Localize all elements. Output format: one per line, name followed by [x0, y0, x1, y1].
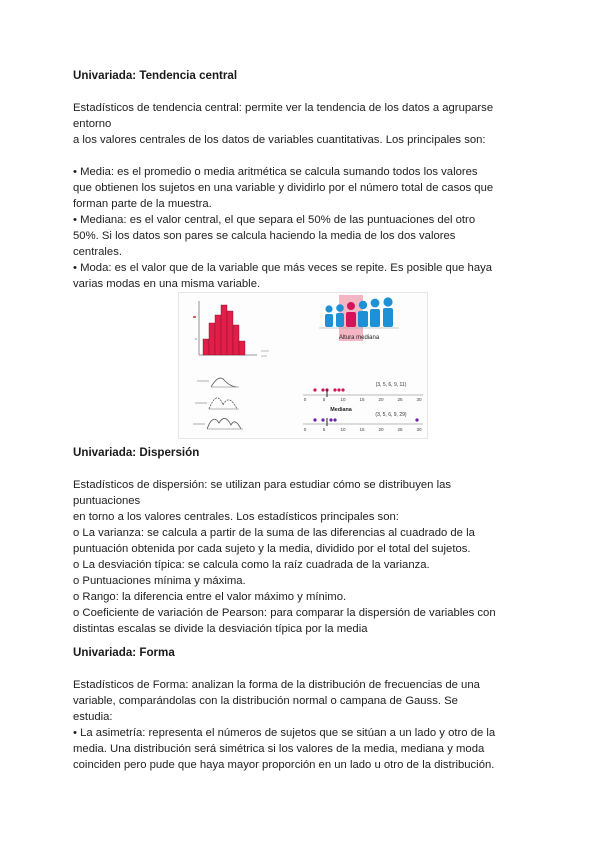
bullet-moda — [73, 260, 533, 292]
text-line: distintas escalas se divide la desviación típica por la media — [73, 623, 368, 635]
bullet-asimetria — [73, 725, 533, 773]
axis-tick-top: 15 — [359, 397, 365, 402]
text-line: estudia: — [73, 711, 113, 723]
axis-tick-top: 20 — [378, 397, 384, 402]
text-line: entorno — [73, 118, 112, 130]
item-coeficiente — [73, 605, 533, 637]
text-line: puntuación obtenida por cada sujeto y la media, dividido por el total del sujetos. — [73, 543, 471, 555]
heading-tendencia-central: Univariada: Tendencia central — [73, 69, 238, 82]
axis-tick-bottom: 5 — [322, 427, 326, 432]
item-minmax: o Puntuaciones mínima y máxima. — [73, 575, 246, 587]
text-line: Estadísticos de tendencia central: permite ver la tendencia de los datos a agruparse — [73, 102, 494, 114]
central-tendency-figure — [178, 292, 428, 439]
axis-tick-bottom: 30 — [416, 427, 422, 432]
people-heights — [319, 295, 399, 341]
text-line: en torno a los valores centrales. Los estadísticos principales son: — [73, 511, 399, 523]
figure-illustration — [179, 293, 427, 438]
text-line: forman parte de la muestra. — [73, 198, 212, 210]
text-line: o La varianza: se calcula a partir de la suma de las diferencias al cuadrado de la — [73, 527, 475, 539]
median-label: Mediana — [330, 407, 352, 413]
text-line: Estadísticos de dispersión: se utilizan para estudiar cómo se distribuyen las — [73, 479, 452, 491]
text-line: media. Una distribución será simétrica si los valores de la media, mediana y moda — [73, 743, 485, 755]
axis-tick-bottom: 10 — [340, 427, 346, 432]
heading-forma: Univariada: Forma — [73, 646, 175, 659]
set-bottom-label: (3, 5, 6, 9, 29) — [375, 412, 407, 418]
text-line: • Media: es el promedio o media aritmética se calcula sumando todos los valores — [73, 166, 478, 178]
text-line: coinciden pero pude que haya mayor proporción en un lado u otro de la distribución. — [73, 759, 495, 771]
axis-tick-top: 25 — [397, 397, 403, 402]
document-page — [73, 68, 533, 773]
paragraph-dispersion-intro — [73, 477, 533, 525]
people-label: Altura mediana — [338, 335, 380, 341]
axis-tick-top: 0 — [303, 397, 307, 402]
paragraph-forma-intro — [73, 677, 533, 725]
text-line: que obtienen los sujetos en una variable y dividirlo por el número total de casos que — [73, 182, 494, 194]
axis-tick-bottom: 25 — [397, 427, 403, 432]
text-line: varias modas en una misma variable. — [73, 278, 261, 290]
text-line: variable, comparándolas con la distribución normal o campana de Gauss. Se — [73, 695, 458, 707]
text-line: centrales. — [73, 246, 122, 258]
paragraph-central-intro — [73, 100, 533, 148]
text-line: 50%. Si los datos son pares se calcula haciendo la media de los dos valores — [73, 230, 456, 242]
text-line: a los valores centrales de los datos de variables cuantitativas. Los principales son: — [73, 134, 486, 146]
text-line: puntuaciones — [73, 495, 141, 507]
text-line: • La asimetría: representa el números de sujetos que se sitúan a un lado y otro de la — [73, 727, 496, 739]
distribution-curves — [193, 378, 243, 429]
bullet-media — [73, 164, 533, 212]
histogram-panel — [193, 301, 269, 356]
item-varianza — [73, 525, 533, 557]
axis-tick-top: 5 — [322, 397, 326, 402]
text-line: Estadísticos de Forma: analizan la forma de la distribución de frecuencias de una — [73, 679, 480, 691]
axis-tick-top: 30 — [416, 397, 422, 402]
text-line: • Moda: es el valor que de la variable que más veces se repite. Es posible que haya — [73, 262, 493, 274]
dot-plots — [303, 382, 423, 432]
heading-dispersion: Univariada: Dispersión — [73, 446, 200, 459]
bullet-mediana — [73, 212, 533, 260]
set-top-label: (3, 5, 6, 9, 11) — [375, 382, 407, 388]
item-desviacion: o La desviación típica: se calcula como la raíz cuadrada de la varianza. — [73, 559, 430, 571]
item-rango: o Rango: la diferencia entre el valor máximo y mínimo. — [73, 591, 347, 603]
axis-tick-top: 10 — [340, 397, 346, 402]
text-line: o Coeficiente de variación de Pearson: para comparar la dispersión de variables con — [73, 607, 496, 619]
axis-tick-bottom: 0 — [303, 427, 307, 432]
axis-tick-bottom: 15 — [359, 427, 365, 432]
axis-tick-bottom: 20 — [378, 427, 384, 432]
text-line: • Mediana: es el valor central, el que separa el 50% de las puntuaciones del otro — [73, 214, 476, 226]
